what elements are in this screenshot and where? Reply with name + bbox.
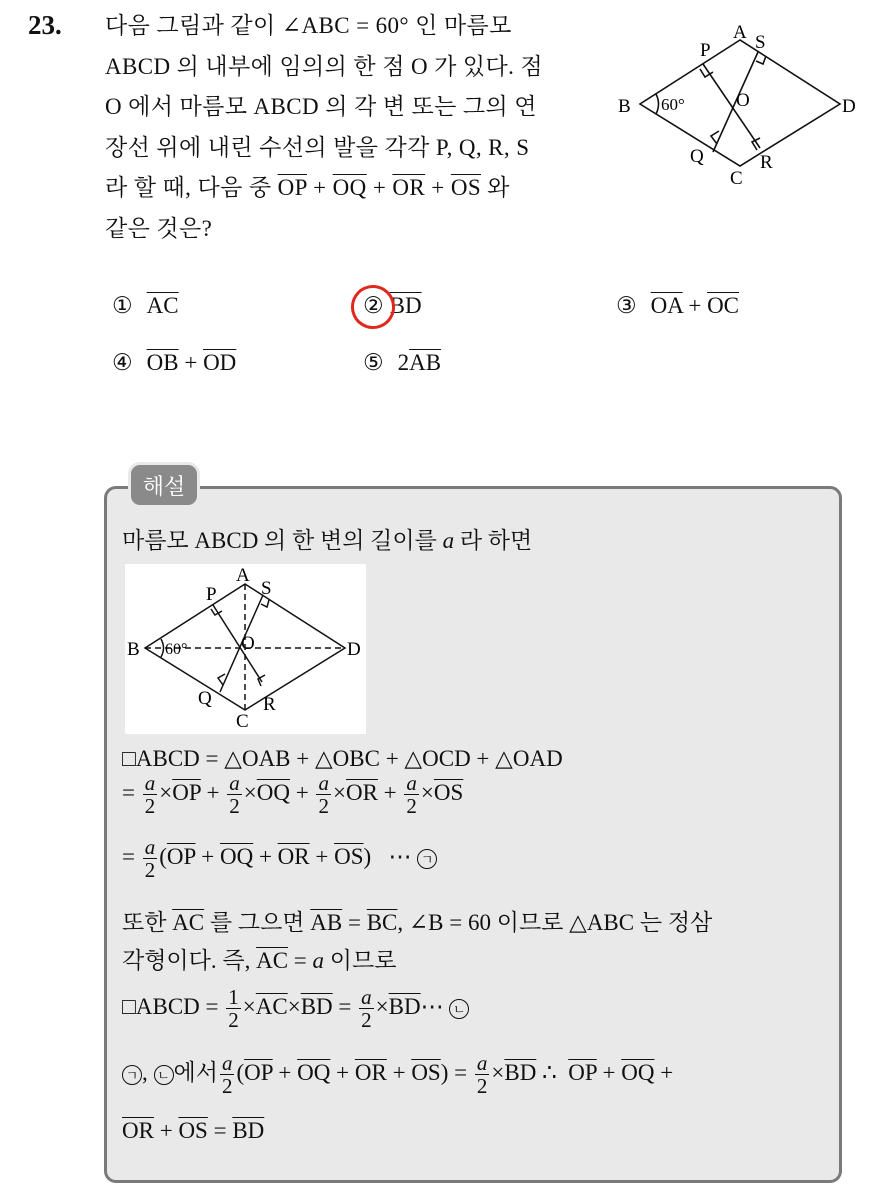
fraction: $\frac{a}{2}$ (221, 1051, 233, 1098)
choice-value: $\overline{OA}$ (650, 293, 683, 318)
label-d: D (842, 96, 856, 117)
final-line: $\overline{OR} + \overline{OS} = \overline{BD}$ (122, 1118, 265, 1143)
also-line: 또한 $\overline{AC}$ 를 그으면 $\overline{AB} = \overline{BC}$, ∠B = 60 이므로 △ABC 는 정삼 (122, 910, 713, 935)
circled-mark-2: ㄴ (154, 1065, 174, 1085)
plus-sign: + (431, 175, 445, 200)
choice-value: $\overline{OC}$ (707, 293, 740, 318)
circled-mark-1: ㄱ (417, 849, 437, 869)
equilateral-line: 각형이다. 즉, $\overline{AC} = a$ 이므로 (122, 948, 397, 973)
label-p: P (206, 584, 217, 605)
label-angle: 60° (661, 95, 685, 114)
question-line-4: 장선 위에 내린 수선의 발을 각각 P, Q, R, S (105, 134, 530, 160)
seg-op: $\overline{OP}$ (172, 779, 201, 805)
fraction: $\frac{a}{2}$ (144, 835, 156, 882)
seg-ab: $\overline{AB}$ (310, 910, 343, 935)
seg-ac: $\overline{AC}$ (172, 910, 205, 935)
label-a: A (236, 565, 250, 586)
fraction: $\frac{a}{2}$ (476, 1051, 488, 1098)
plus-sign: + (372, 175, 387, 200)
choice-marker: ④ (112, 350, 133, 375)
label-r: R (760, 152, 773, 173)
answer-circle-mark (347, 281, 399, 333)
circled-mark-1: ㄱ (122, 1065, 142, 1085)
choice-marker: ② (363, 293, 384, 318)
seg-os: $\overline{OS}$ (450, 175, 482, 200)
dots: ⋯ (388, 843, 412, 869)
choice-value: $\overline{OD}$ (203, 350, 237, 375)
eq-line-1: = $\frac{a}{2}$ $\times\overline{OP}$ + $\frac{a}{2}$ $\times\overline{OQ}$ + $\frac{a}{2}$ $\times\overline{OR}$ + $\frac{a}{2}$ $\times\overline{OS}$ (122, 771, 464, 818)
choice-value: $\overline{AC}$ (146, 293, 179, 318)
solution-intro (122, 522, 532, 555)
var-a: a (442, 528, 455, 553)
choice-value: $\overline{BD}$ (389, 293, 422, 318)
seg-op: $\overline{OP}$ (277, 175, 307, 200)
label-p: P (700, 40, 711, 61)
plus-sign: + (688, 293, 702, 318)
question-text (105, 6, 600, 249)
question-line-2: ABCD 의 내부에 임의의 한 점 O 가 있다. 점 (105, 53, 544, 79)
solution-figure (125, 564, 366, 734)
label-s: S (261, 578, 272, 599)
choice-value: $\overline{OB}$ (146, 350, 179, 375)
intro-text: 라 하면 (454, 528, 533, 553)
label-c: C (730, 168, 743, 188)
label-o: O (241, 633, 255, 654)
label-q: Q (198, 688, 212, 709)
fraction-half: $\frac{1}{2}$ (228, 985, 239, 1032)
area-bd-line: □ABCD = $\frac{1}{2}$ $\times\overline{AC}\times\overline{BD}$ = $\frac{a}{2}$ $\times\overline{BD}\cdots$ ㄴ (122, 986, 469, 1031)
label-o: O (736, 90, 750, 111)
label-b: B (127, 639, 140, 660)
eq-line-2: = $\frac{a}{2}$ $(\overline{OP} + \overline{OQ} + \overline{OR} + \overline{OS})$ ⋯ ㄱ (122, 836, 437, 881)
label-s: S (755, 32, 766, 53)
seg-os: $\overline{OS}$ (433, 779, 464, 805)
line5-prefix: 라 할 때, 다음 중 (105, 175, 278, 200)
question-line-5 (105, 168, 600, 209)
label-d: D (347, 639, 361, 660)
seg-oq: $\overline{OQ}$ (332, 175, 367, 200)
label-c: C (236, 711, 249, 732)
rhombus-figure (612, 18, 862, 188)
fraction: $\frac{a}{2}$ (406, 771, 417, 818)
label-q: Q (690, 146, 704, 167)
choice-marker: ③ (616, 293, 637, 318)
seg-oq: $\overline{OQ}$ (256, 779, 290, 805)
choice-prefix: 2 (397, 350, 410, 375)
choice-4[interactable] (112, 350, 236, 376)
label-b: B (618, 96, 631, 117)
choice-1[interactable] (112, 293, 179, 319)
fraction: $\frac{a}{2}$ (144, 771, 156, 818)
choice-marker: ① (112, 293, 133, 318)
label-r: R (263, 694, 276, 715)
choice-5[interactable] (363, 350, 441, 376)
seg-or: $\overline{OR}$ (392, 175, 426, 200)
question-line-1: 다음 그림과 같이 ∠ABC = 60° 인 마름모 (105, 13, 512, 38)
fraction: $\frac{a}{2}$ (361, 985, 372, 1032)
choice-marker: ⑤ (363, 350, 384, 375)
fraction: $\frac{a}{2}$ (229, 771, 240, 818)
conclusion-line: ㄱ , ㄴ 에서 $\frac{a}{2}$ $(\overline{OP} + \overline{OQ} + \overline{OR} + \overline{OS})$ = $\frac{a}{2}$ $\times\overline{BD}$ ∴ $\overline{OP} + \overline{OQ}$ + (122, 1052, 673, 1097)
area-line: □ABCD = △OAB + △OBC + △OCD + △OAD (122, 746, 563, 771)
fraction: $\frac{a}{2}$ (318, 771, 329, 818)
question-line-6: 같은 것은? (105, 215, 213, 241)
seg-or: $\overline{OR}$ (345, 779, 378, 805)
choice-value: $\overline{AB}$ (409, 350, 442, 375)
equals: = (122, 779, 135, 805)
circled-mark-2: ㄴ (449, 999, 469, 1019)
choice-3[interactable] (616, 293, 739, 319)
label-angle: 60° (165, 641, 188, 658)
solution-tag: 해설 (128, 462, 200, 508)
question-number: 23. (28, 10, 62, 40)
label-a: A (733, 22, 747, 43)
seg-bc: $\overline{BC}$ (366, 910, 398, 935)
intro-text: 마름모 ABCD 의 한 변의 길이를 (122, 528, 443, 553)
plus-sign: + (184, 350, 198, 375)
plus-sign: + (313, 175, 327, 200)
line5-suffix: 와 (481, 175, 510, 200)
question-line-3: O 에서 마름모 ABCD 의 각 변 또는 그의 연 (105, 94, 537, 119)
